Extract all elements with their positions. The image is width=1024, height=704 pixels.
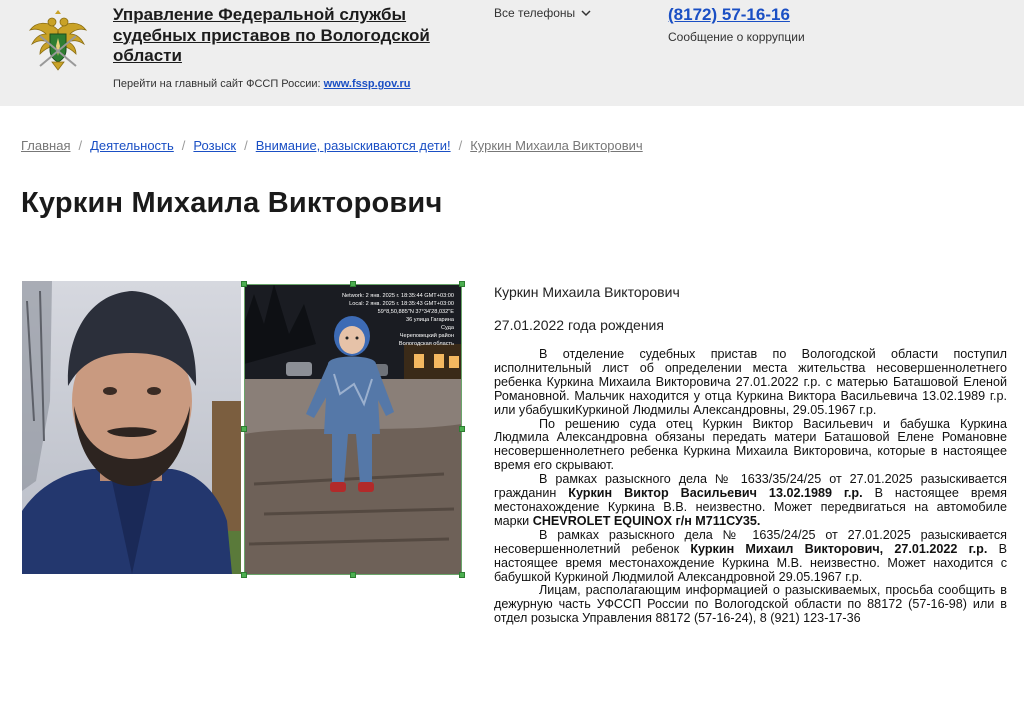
case-description xyxy=(494,348,1007,626)
suspect-photo xyxy=(22,281,241,574)
corruption-report-link[interactable]: Сообщение о коррупции xyxy=(668,30,805,44)
photo-overlay-line: Network: 2 янв. 2025 г. 18:35:44 GMT+03:00 xyxy=(342,293,454,299)
text-span: В настоящее время местонахождение Куркина В.В. неизвестно. Может передвигаться на автомобиле марки xyxy=(494,486,1007,528)
main-site-link[interactable]: www.fssp.gov.ru xyxy=(323,78,411,90)
org-title-link[interactable]: Управление Федеральной службы судебных приставов по Вологодской области xyxy=(113,5,430,65)
resize-handle[interactable] xyxy=(350,281,356,287)
page-title: Куркин Михаила Викторович xyxy=(21,187,443,219)
breadcrumb-separator: / xyxy=(181,138,186,153)
all-phones-label: Все телефоны xyxy=(494,6,576,20)
breadcrumb-separator: / xyxy=(458,138,463,153)
breadcrumb-current[interactable]: Куркин Михаила Викторович xyxy=(470,138,643,153)
photo-overlay-line: Суда xyxy=(440,325,454,331)
breadcrumb-home[interactable]: Главная xyxy=(21,138,71,153)
suspect-name-bold: Куркин Виктор Васильевич 13.02.1989 г.р. xyxy=(568,486,863,501)
person-name: Куркин Михаила Викторович xyxy=(494,284,680,300)
breadcrumb-search[interactable]: Розыск xyxy=(193,138,237,153)
photo-overlay-line: Local: 2 янв. 2025 г. 18:35:43 GMT+03:00 xyxy=(349,301,454,307)
text-span: В рамках разыскного дела № 1635/24/25 от 27.01.2025 разыскивается несовершеннолетний ребенок xyxy=(494,527,1007,556)
resize-handle[interactable] xyxy=(241,572,247,578)
site-header xyxy=(0,0,1024,106)
chevron-down-icon xyxy=(581,10,591,17)
breadcrumb-activity[interactable]: Деятельность xyxy=(90,138,174,153)
main-site-prefix: Перейти на главный сайт ФССП России: xyxy=(113,78,321,90)
child-photo xyxy=(244,284,462,575)
breadcrumb-separator: / xyxy=(78,138,83,153)
birth-date: 27.01.2022 года рождения xyxy=(494,317,664,333)
child-name-bold: Куркин Михаил Викторович, 27.01.2022 г.р. xyxy=(690,541,988,556)
paragraph: Лицам, располагающим информацией о разыскиваемых, просьба сообщить в дежурную часть УФССП России по Вологодской области по 88172 (57-16-98) или в отдел розыска Управления 88172 (57-16-24), 8 (921) 123-17-36 xyxy=(494,583,1007,626)
main-site-line xyxy=(113,78,410,90)
resize-handle[interactable] xyxy=(241,426,247,432)
resize-handle[interactable] xyxy=(459,281,465,287)
child-photo-container[interactable] xyxy=(244,284,462,575)
vehicle-bold: CHEVROLET EQUINOX г/н М711СУ35. xyxy=(532,513,761,528)
resize-handle[interactable] xyxy=(459,572,465,578)
all-phones-dropdown[interactable] xyxy=(494,6,591,20)
paragraph xyxy=(494,529,1007,585)
resize-handle[interactable] xyxy=(459,426,465,432)
breadcrumb-separator: / xyxy=(244,138,248,153)
phone-link[interactable]: (8172) 57-16-16 xyxy=(668,5,790,24)
photo-overlay-line: Череповецкий район xyxy=(399,333,454,339)
text-span: В настоящее время местонахождение Куркина М.В. неизвестно. Может находится с бабушкой Куркиной Людмилой Александровной 29.05.1967 г.р. xyxy=(494,541,1007,584)
resize-handle[interactable] xyxy=(241,281,247,287)
paragraph: В отделение судебных пристав по Вологодской области поступил исполнительный лист об определении места жительства несовершеннолетнего ребенка Куркина Михаила Викторовича 27.01.2022 г.р. с матерью Баташовой Еленой Романовной. Мальчик находится у отца Куркина Виктора Васильевича 13.02.1989 г.р. или убабушкиКуркиной Людмилы Александровны, 29.05.1967 г.р. xyxy=(494,347,1007,417)
photo-overlay-line: Вологодская область xyxy=(398,341,454,347)
photo-overlay-line: 36 улица Гагарина xyxy=(406,317,454,323)
resize-handle[interactable] xyxy=(350,572,356,578)
breadcrumb-wanted-children[interactable]: Внимание, разыскиваются дети! xyxy=(255,138,451,153)
photo-overlay-line: 59°8,50,885"N 37°34'28,032"E xyxy=(377,309,454,315)
text-span: В рамках разыскного дела № 1633/35/24/25 от 27.01.2025 разыскивается гражданин xyxy=(494,472,1007,501)
breadcrumb xyxy=(21,138,643,153)
paragraph xyxy=(494,473,1007,529)
fssp-emblem-icon[interactable] xyxy=(28,10,88,72)
paragraph: По решению суда отец Куркин Виктор Васильевич и бабушка Куркина Людмила Александровна обязаны передать матери Баташовой Елене Романовне несовершеннолетнего ребенка Куркина Михаила Викторовича, которые в настоящее время его скрывают. xyxy=(494,416,1007,473)
